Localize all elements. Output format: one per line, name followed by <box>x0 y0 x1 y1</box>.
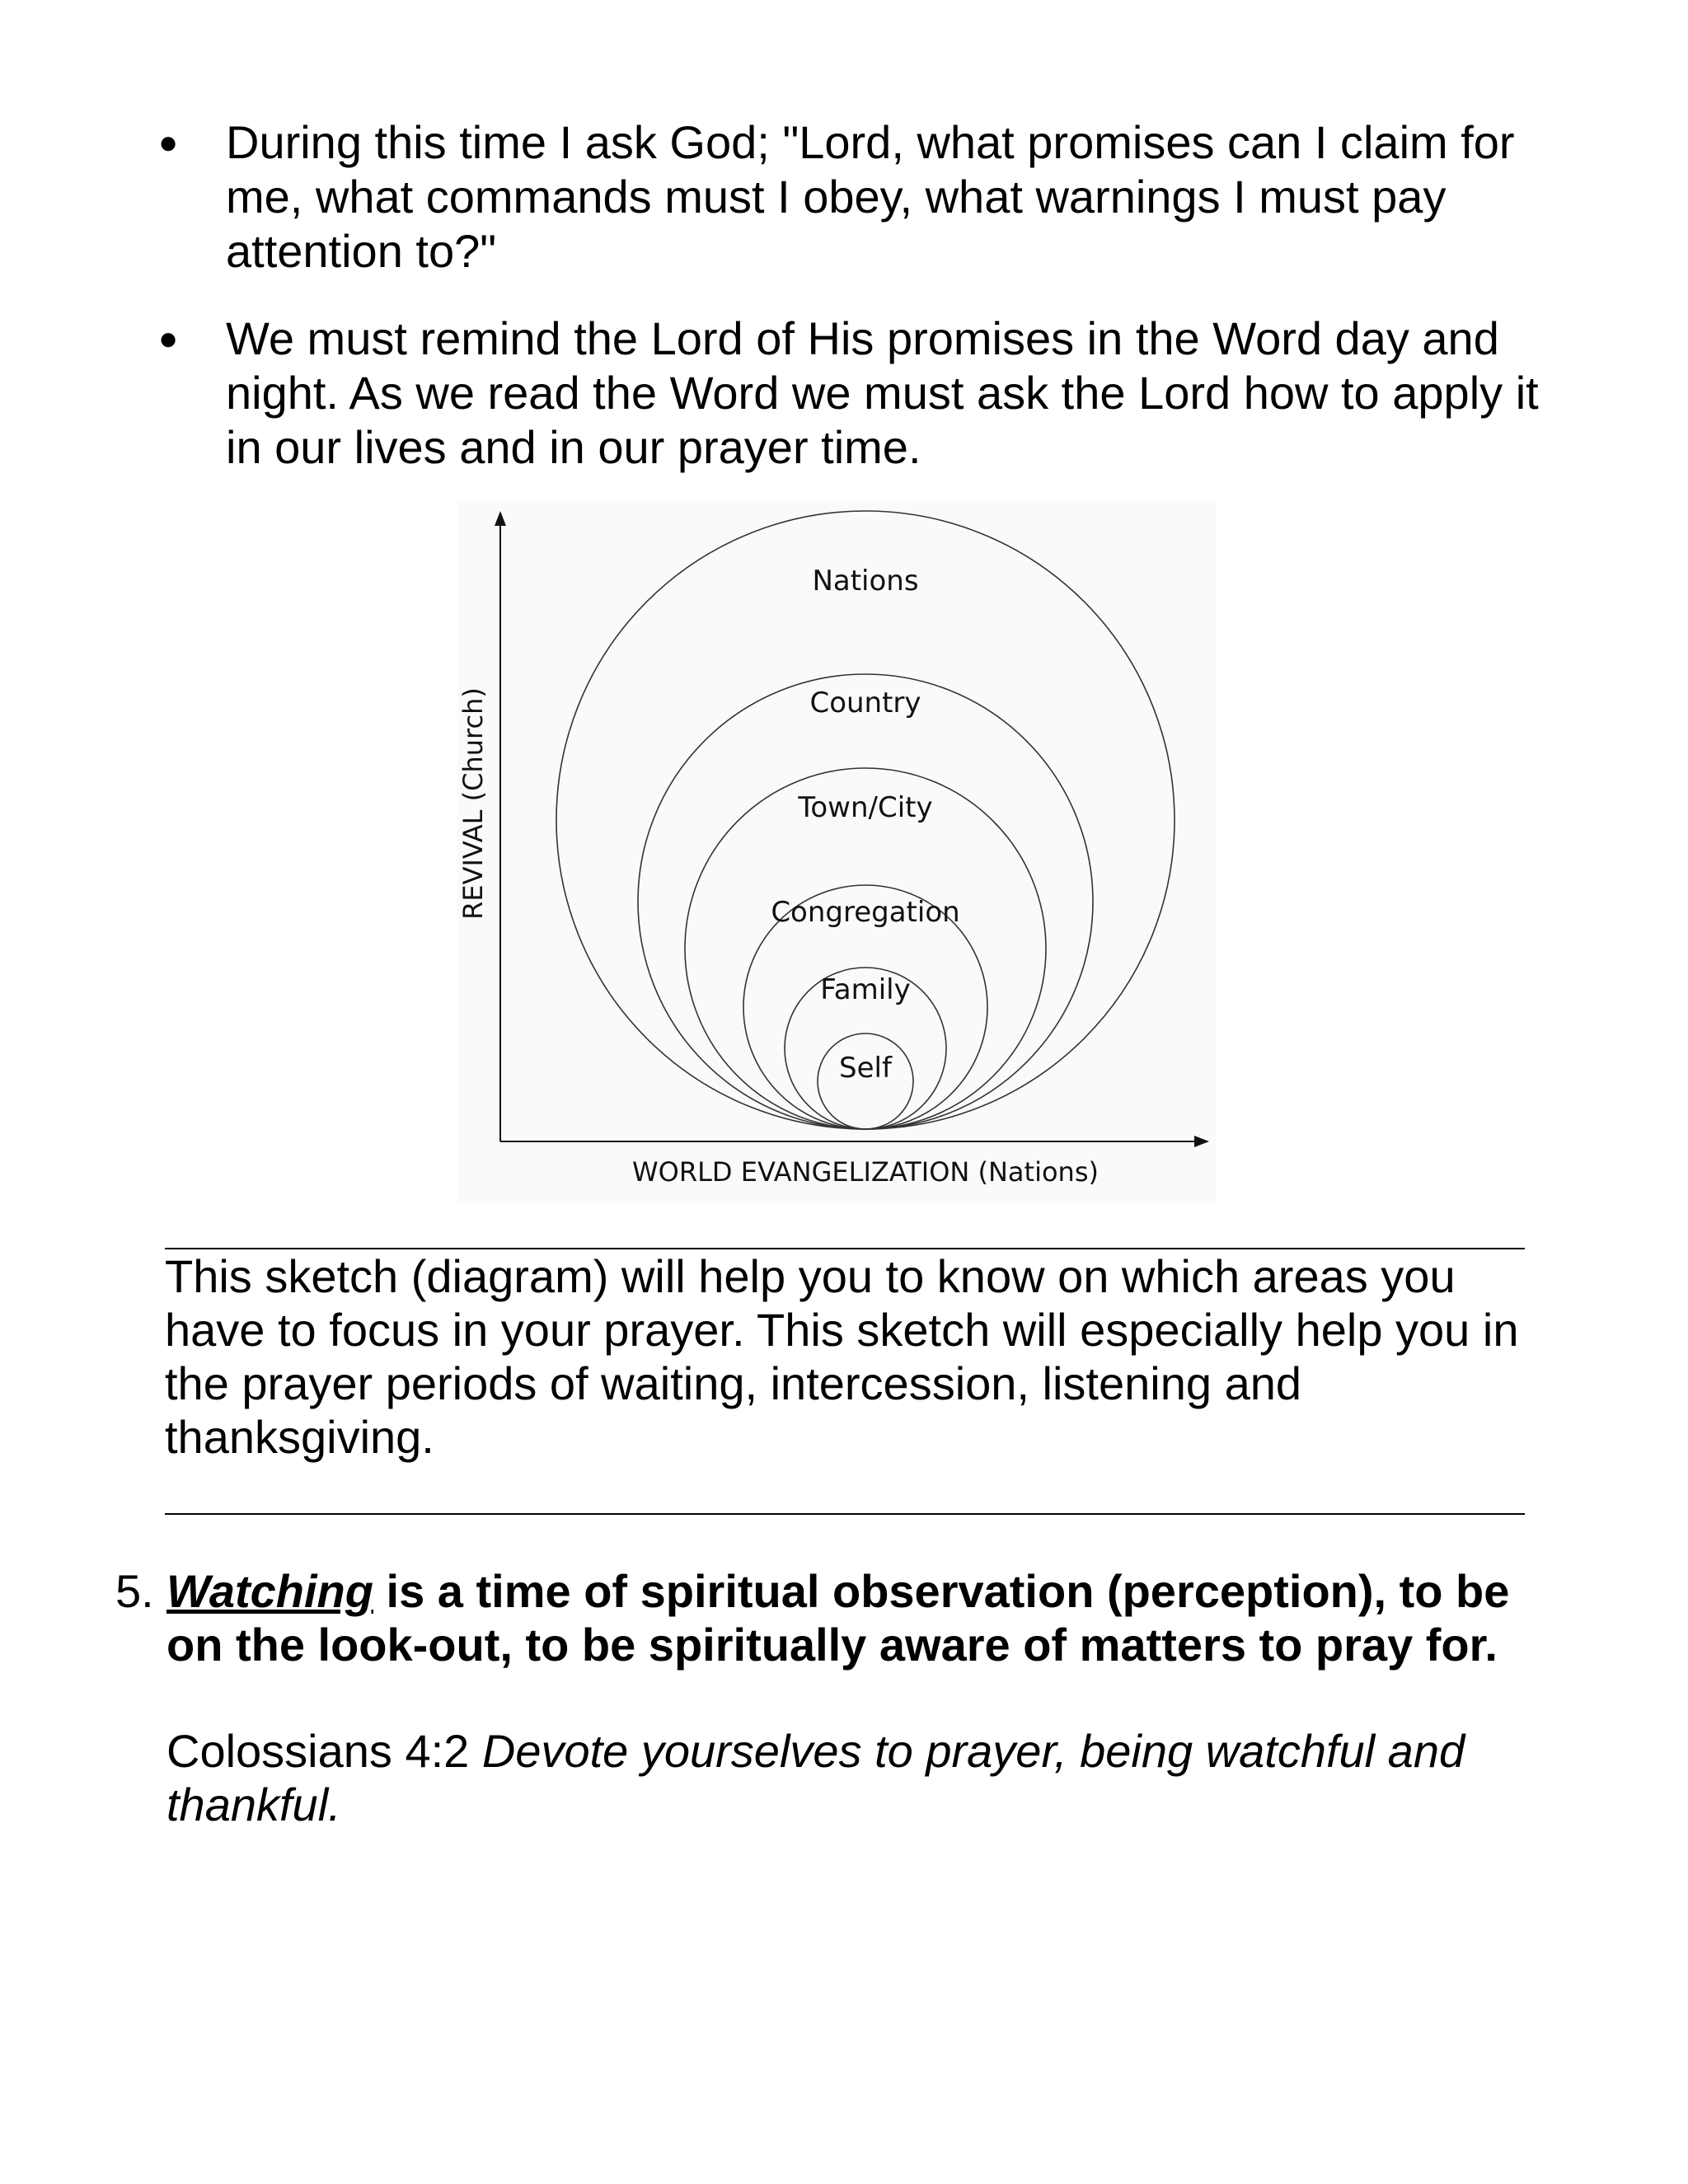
divider-bottom <box>165 1513 1525 1515</box>
numbered-item-5 <box>115 1564 1566 1671</box>
bullet-text: We must remind the Lord of His promises in the Word day and night. As we read the Word we must ask the Lord how to apply it in our lives and in our prayer time. <box>226 312 1539 473</box>
verse-text: Devote yourselves to prayer, being watchful and thankful. <box>166 1725 1465 1830</box>
bullet-item <box>157 312 1574 475</box>
item-body <box>166 1564 1566 1671</box>
label-self: Self <box>839 1052 892 1085</box>
item-number: 5. <box>115 1565 154 1617</box>
concentric-circles-diagram <box>457 503 1216 1203</box>
bullet-icon: ● <box>158 321 179 357</box>
scripture-verse <box>166 1724 1568 1831</box>
y-axis-arrow-icon <box>495 511 506 526</box>
label-town-city: Town/City <box>798 791 933 824</box>
label-nations: Nations <box>812 565 919 598</box>
item-text: is a time of spiritual observation (perception), to be on the look-out, to be spiritually aware of matters to pray for. <box>166 1565 1510 1671</box>
bullet-list <box>157 115 1574 508</box>
y-axis-label: REVIVAL (Church) <box>457 687 489 920</box>
diagram-note: This sketch (diagram) will help you to know on which areas you have to focus in your prayer. This sketch will especially help you in the prayer periods of waiting, intercession, listening and thanksgiving. <box>165 1250 1519 1463</box>
bullet-icon: ● <box>158 124 179 161</box>
item-term: Watching <box>166 1565 373 1617</box>
x-axis-label: WORLD EVANGELIZATION (Nations) <box>632 1156 1099 1188</box>
verse-reference: Colossians 4:2 <box>166 1725 482 1777</box>
label-congregation: Congregation <box>771 896 960 929</box>
diagram-svg <box>457 503 1216 1203</box>
label-family: Family <box>820 973 911 1006</box>
bullet-text: During this time I ask God; "Lord, what promises can I claim for me, what commands must I obey, what warnings I must pay attention to?" <box>226 116 1515 277</box>
label-country: Country <box>809 687 921 719</box>
x-axis-arrow-icon <box>1194 1136 1209 1147</box>
bullet-item <box>157 115 1574 279</box>
